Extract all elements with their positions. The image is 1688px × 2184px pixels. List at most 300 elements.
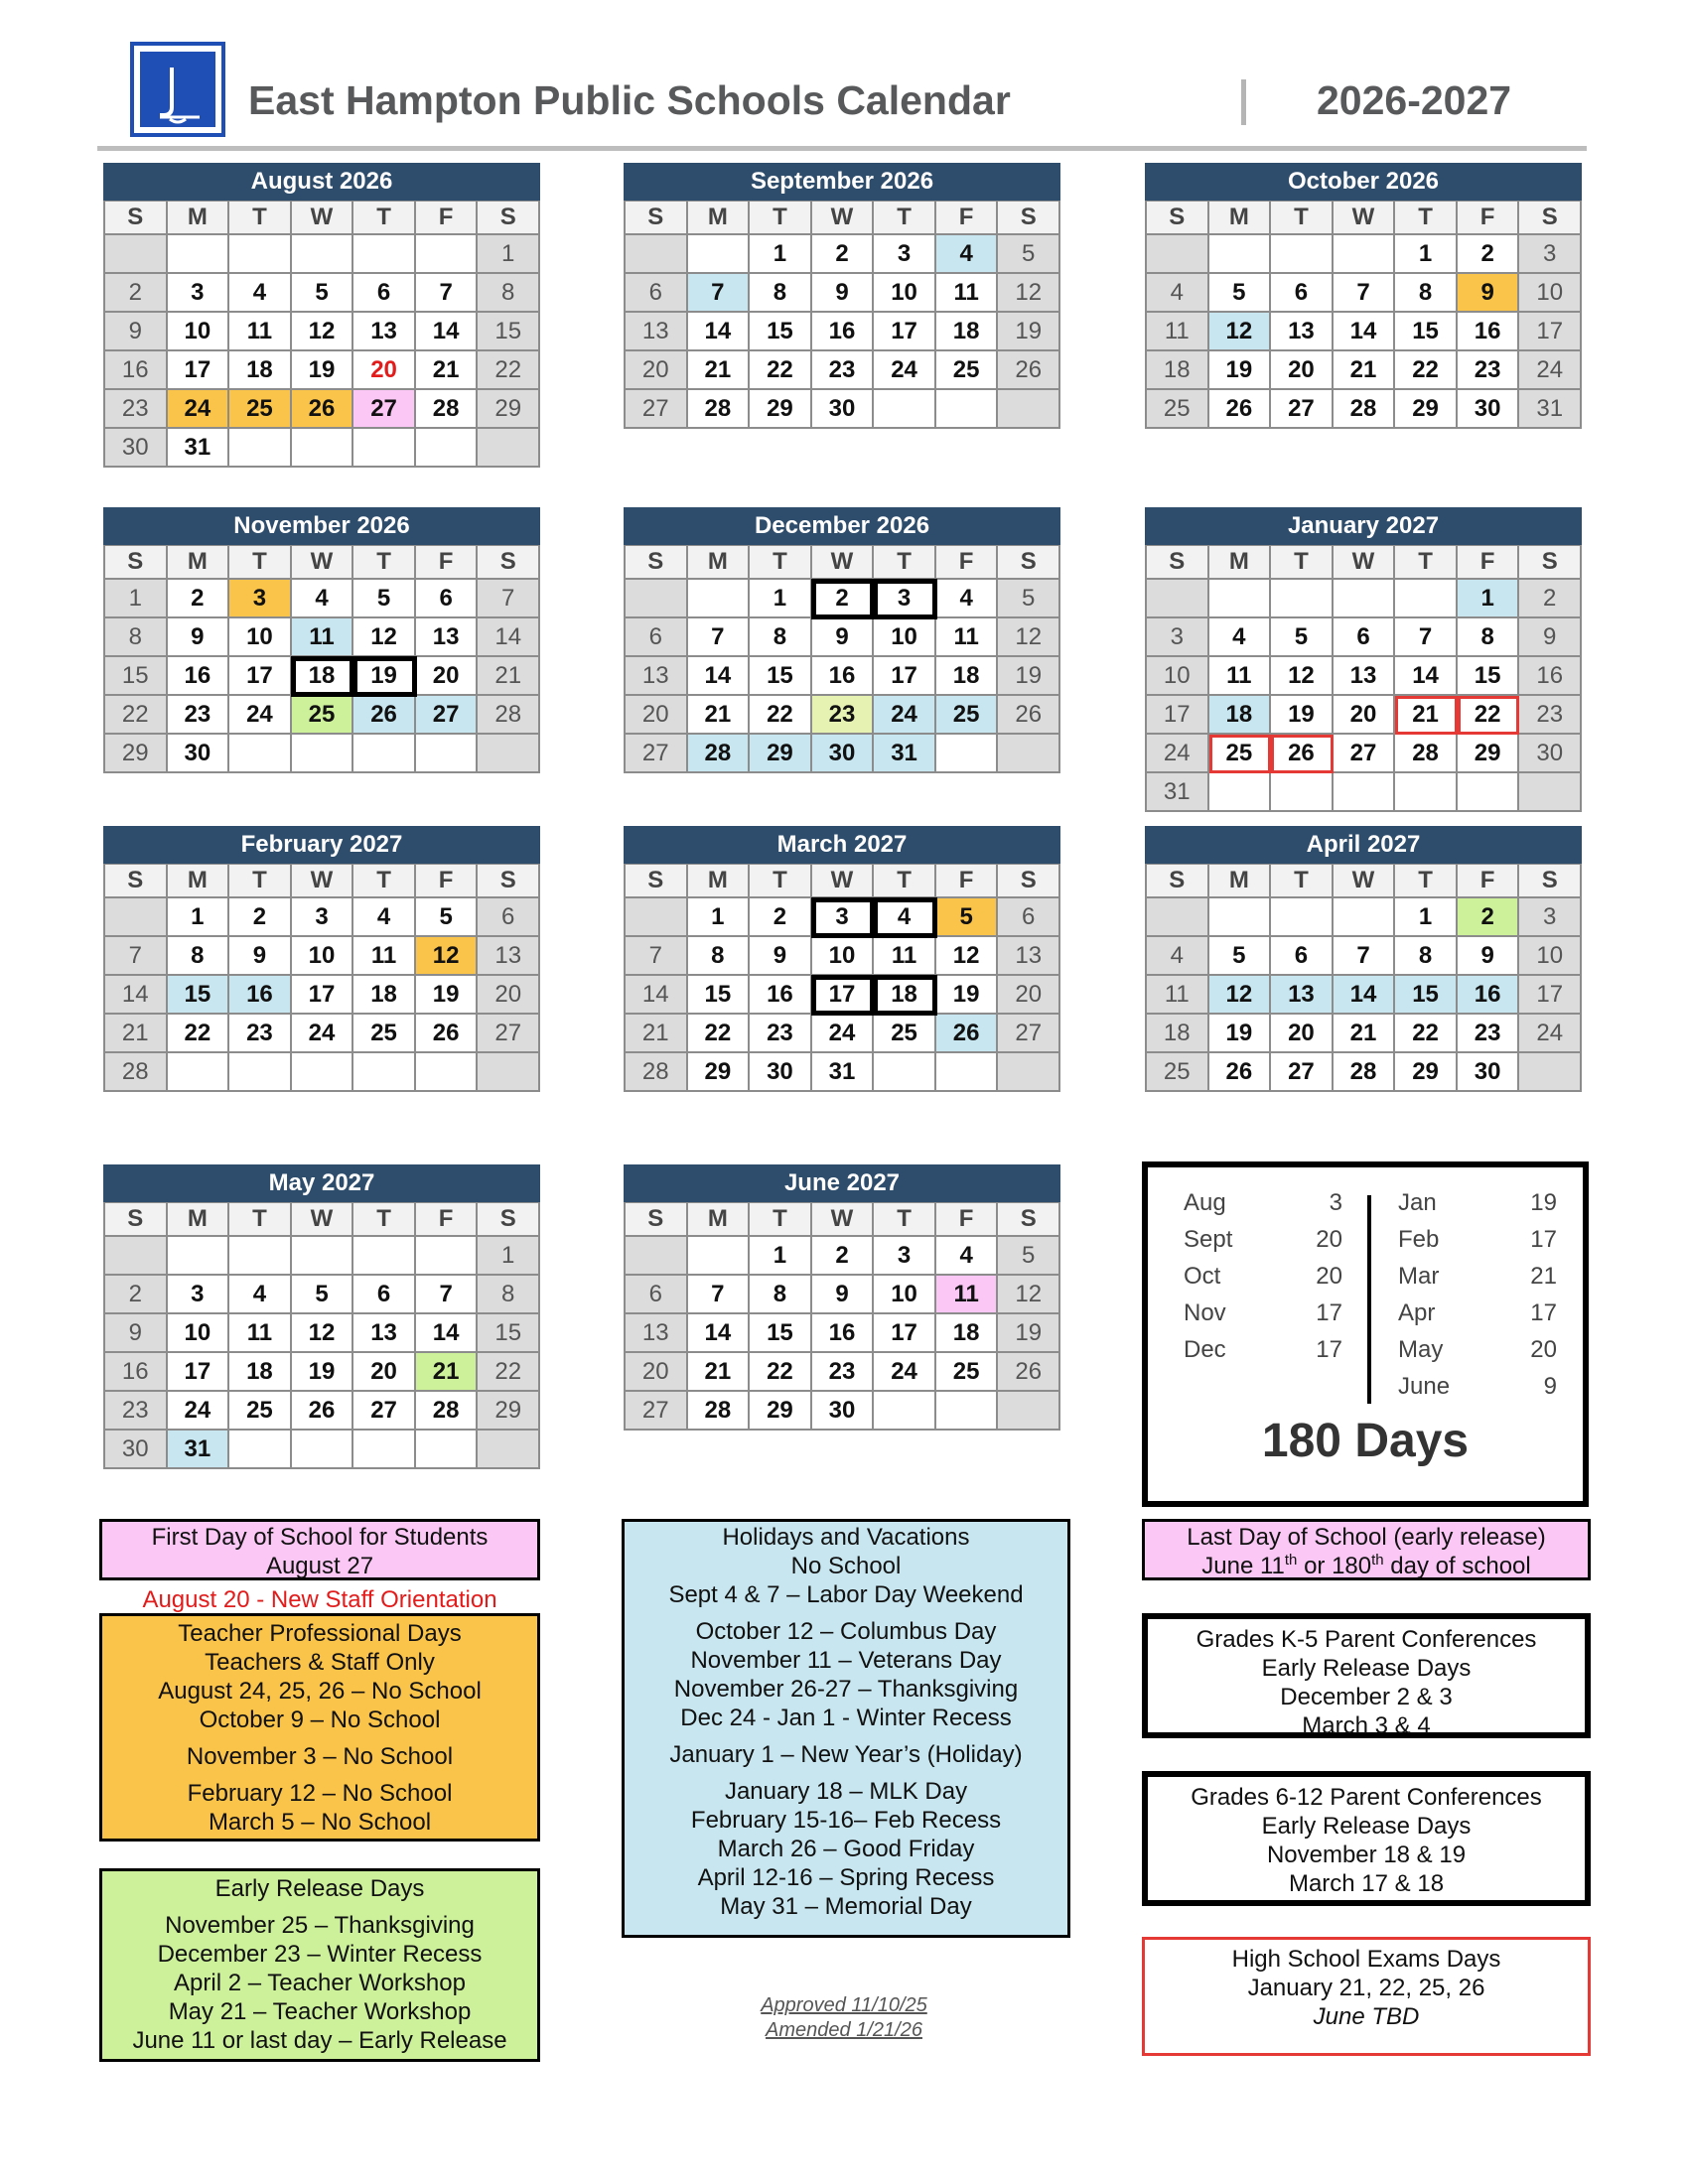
calendar-empty-cell	[626, 235, 688, 274]
weekday-header: S	[626, 1203, 688, 1237]
weekday-header: M	[168, 865, 230, 898]
calendar-day: 25	[936, 1353, 999, 1392]
calendar-day: 30	[168, 735, 230, 773]
calendar-day: 10	[812, 937, 875, 976]
calendar-day: 14	[478, 618, 540, 657]
weekday-header: S	[1519, 546, 1582, 580]
calendar-day: 5	[353, 580, 416, 618]
calendar-day: 17	[812, 976, 875, 1015]
calendar-day: 4	[353, 898, 416, 937]
month-title: February 2027	[103, 826, 540, 864]
calendar-day: 5	[936, 898, 999, 937]
calendar-day: 18	[936, 1314, 999, 1353]
calendar-day: 17	[874, 657, 936, 696]
calendar-day: 16	[105, 351, 168, 390]
day-count-row	[1184, 1226, 1342, 1263]
calendar-empty-cell	[416, 1237, 479, 1276]
calendar-day: 1	[1395, 898, 1458, 937]
calendar-day: 29	[105, 735, 168, 773]
weekday-header: T	[353, 865, 416, 898]
month-4	[624, 507, 1060, 773]
weekday-header: S	[1147, 865, 1209, 898]
weekday-header: F	[416, 1203, 479, 1237]
day-count-value: 17	[1316, 1299, 1342, 1326]
calendar-day: 12	[1209, 313, 1272, 351]
calendar-day: 20	[478, 976, 540, 1015]
day-count-value: 3	[1329, 1189, 1342, 1216]
calendar-day: 29	[478, 1392, 540, 1431]
calendar-day: 11	[936, 1276, 999, 1314]
weekday-header: T	[229, 202, 292, 235]
weekday-header: T	[353, 1203, 416, 1237]
calendar-day: 21	[416, 351, 479, 390]
calendar-day: 15	[105, 657, 168, 696]
calendar-day: 9	[812, 618, 875, 657]
calendar-day: 22	[478, 1353, 540, 1392]
calendar-day: 16	[1458, 313, 1520, 351]
calendar-day: 4	[874, 898, 936, 937]
calendar-day: 18	[1209, 696, 1272, 735]
calendar-day: 4	[1209, 618, 1272, 657]
weekday-header: M	[1209, 865, 1272, 898]
calendar-day: 30	[812, 735, 875, 773]
calendar-day: 15	[688, 976, 751, 1015]
day-count-row	[1184, 1189, 1342, 1226]
calendar-empty-cell	[1209, 898, 1272, 937]
weekday-header: T	[353, 202, 416, 235]
calendar-day: 11	[936, 618, 999, 657]
month-grid	[624, 1202, 1060, 1431]
calendar-day: 10	[292, 937, 354, 976]
calendar-day: 26	[292, 390, 354, 429]
calendar-day: 4	[229, 1276, 292, 1314]
day-count-month: Nov	[1184, 1299, 1226, 1326]
weekday-header: T	[229, 1203, 292, 1237]
counts-divider	[1367, 1195, 1371, 1404]
calendar-day: 1	[105, 580, 168, 618]
calendar-empty-cell	[105, 235, 168, 274]
legend-line: High School Exams Days	[1231, 1946, 1501, 1973]
legend-last-day	[1142, 1519, 1591, 1580]
calendar-day: 1	[168, 898, 230, 937]
day-count-row	[1398, 1373, 1557, 1410]
day-count-month: Aug	[1184, 1189, 1226, 1216]
calendar-day: 2	[229, 898, 292, 937]
weekday-header: M	[688, 1203, 751, 1237]
calendar-day: 20	[626, 1353, 688, 1392]
weekday-header: F	[416, 546, 479, 580]
day-counts-fall	[1184, 1189, 1342, 1373]
month-6	[103, 826, 540, 1092]
calendar-day: 1	[1395, 235, 1458, 274]
calendar-day: 24	[874, 351, 936, 390]
month-grid	[103, 201, 540, 468]
calendar-day: 4	[229, 274, 292, 313]
page-title: East Hampton Public Schools Calendar	[248, 77, 1011, 123]
month-1	[624, 163, 1060, 429]
calendar-day: 13	[998, 937, 1060, 976]
calendar-day: 26	[1209, 390, 1272, 429]
calendar-empty-cell	[874, 1392, 936, 1431]
calendar-day: 19	[1209, 351, 1272, 390]
calendar-day: 18	[229, 1353, 292, 1392]
calendar-day: 23	[229, 1015, 292, 1053]
calendar-day: 22	[478, 351, 540, 390]
page-header	[97, 40, 1587, 154]
calendar-day: 8	[168, 937, 230, 976]
month-9	[103, 1164, 540, 1469]
calendar-day: 23	[105, 390, 168, 429]
weekday-header: T	[1395, 546, 1458, 580]
weekday-header: W	[812, 865, 875, 898]
calendar-day: 28	[478, 696, 540, 735]
calendar-empty-cell	[688, 235, 751, 274]
calendar-day: 16	[168, 657, 230, 696]
calendar-day: 6	[1271, 274, 1334, 313]
weekday-header: T	[874, 202, 936, 235]
calendar-day: 22	[105, 696, 168, 735]
calendar-empty-cell	[416, 235, 479, 274]
calendar-day: 4	[1147, 937, 1209, 976]
calendar-day: 28	[688, 1392, 751, 1431]
calendar-day: 28	[1334, 1053, 1396, 1092]
weekday-header: M	[168, 1203, 230, 1237]
legend-last-day-line2: June 11th or 180th day of school	[1201, 1552, 1531, 1579]
weekday-header: F	[936, 1203, 999, 1237]
calendar-day: 7	[688, 274, 751, 313]
calendar-day: 25	[936, 351, 999, 390]
calendar-day: 18	[229, 351, 292, 390]
weekday-header: W	[292, 865, 354, 898]
day-count-month: Apr	[1398, 1299, 1436, 1326]
calendar-empty-cell	[292, 429, 354, 468]
calendar-day: 24	[1519, 351, 1582, 390]
calendar-day: 25	[1209, 735, 1272, 773]
calendar-day: 10	[1519, 937, 1582, 976]
calendar-day: 20	[353, 351, 416, 390]
legend-line: Teachers & Staff Only	[205, 1649, 435, 1676]
day-count-row	[1184, 1336, 1342, 1373]
weekday-header: S	[478, 1203, 540, 1237]
calendar-empty-cell	[688, 580, 751, 618]
month-grid	[103, 1202, 540, 1469]
legend-early-release	[99, 1868, 540, 2062]
weekday-header: T	[1395, 865, 1458, 898]
calendar-day: 22	[750, 696, 812, 735]
legend-line: November 3 – No School	[186, 1743, 454, 1770]
legend-line: August 27	[265, 1553, 374, 1579]
calendar-empty-cell	[626, 580, 688, 618]
month-8	[1145, 826, 1582, 1092]
calendar-day: 27	[626, 390, 688, 429]
calendar-day: 9	[812, 1276, 875, 1314]
weekday-header: W	[812, 202, 875, 235]
calendar-day: 3	[168, 1276, 230, 1314]
calendar-day: 27	[1271, 390, 1334, 429]
calendar-day: 24	[1147, 735, 1209, 773]
calendar-day: 4	[292, 580, 354, 618]
day-count-value: 20	[1530, 1336, 1557, 1363]
weekday-header: S	[105, 546, 168, 580]
calendar-empty-cell	[998, 390, 1060, 429]
calendar-day: 20	[353, 1353, 416, 1392]
calendar-day: 9	[1458, 274, 1520, 313]
calendar-day: 30	[105, 1431, 168, 1469]
legend-line: October 12 – Columbus Day	[695, 1618, 997, 1645]
calendar-day: 3	[874, 1237, 936, 1276]
calendar-day: 21	[688, 696, 751, 735]
calendar-day: 20	[626, 351, 688, 390]
calendar-day: 13	[416, 618, 479, 657]
calendar-day: 14	[688, 1314, 751, 1353]
calendar-day: 19	[936, 976, 999, 1015]
weekday-header: S	[478, 202, 540, 235]
calendar-empty-cell	[1334, 898, 1396, 937]
calendar-day: 27	[1334, 735, 1396, 773]
calendar-day: 30	[105, 429, 168, 468]
calendar-day: 1	[478, 1237, 540, 1276]
calendar-day: 24	[1519, 1015, 1582, 1053]
calendar-day: 19	[998, 313, 1060, 351]
calendar-day: 26	[1271, 735, 1334, 773]
calendar-empty-cell	[874, 390, 936, 429]
calendar-day: 17	[874, 1314, 936, 1353]
day-count-value: 17	[1530, 1299, 1557, 1326]
day-count-row	[1398, 1263, 1557, 1299]
calendar-day: 11	[1209, 657, 1272, 696]
calendar-empty-cell	[105, 1237, 168, 1276]
calendar-day: 18	[353, 976, 416, 1015]
calendar-day: 21	[478, 657, 540, 696]
calendar-day: 11	[292, 618, 354, 657]
legend-spacer	[102, 1734, 537, 1742]
day-count-row	[1184, 1263, 1342, 1299]
calendar-day: 21	[1334, 351, 1396, 390]
calendar-empty-cell	[874, 1053, 936, 1092]
month-title: September 2026	[624, 163, 1060, 201]
calendar-day: 1	[478, 235, 540, 274]
calendar-day: 19	[292, 351, 354, 390]
calendar-empty-cell	[353, 735, 416, 773]
day-count-value: 20	[1316, 1263, 1342, 1290]
weekday-header: M	[688, 546, 751, 580]
calendar-day: 8	[478, 274, 540, 313]
calendar-day: 24	[874, 696, 936, 735]
calendar-day: 17	[292, 976, 354, 1015]
calendar-day: 22	[1395, 1015, 1458, 1053]
calendar-day: 16	[812, 657, 875, 696]
calendar-empty-cell	[1271, 773, 1334, 812]
month-grid	[1145, 201, 1582, 429]
calendar-day: 10	[874, 618, 936, 657]
calendar-day: 25	[229, 1392, 292, 1431]
weekday-header: S	[478, 546, 540, 580]
calendar-day: 18	[1147, 1015, 1209, 1053]
calendar-day: 21	[688, 1353, 751, 1392]
calendar-day: 31	[812, 1053, 875, 1092]
calendar-empty-cell	[416, 1431, 479, 1469]
legend-line: October 9 – No School	[199, 1706, 441, 1733]
weekday-header: S	[1147, 546, 1209, 580]
weekday-header: S	[626, 202, 688, 235]
calendar-empty-cell	[998, 1392, 1060, 1431]
calendar-day: 6	[626, 274, 688, 313]
legend-k5-conferences	[1142, 1613, 1591, 1738]
calendar-day: 29	[750, 390, 812, 429]
calendar-day: 8	[478, 1276, 540, 1314]
calendar-day: 26	[998, 696, 1060, 735]
calendar-day: 27	[626, 1392, 688, 1431]
day-count-month: Oct	[1184, 1263, 1221, 1290]
weekday-header: T	[874, 865, 936, 898]
calendar-empty-cell	[936, 390, 999, 429]
calendar-empty-cell	[1209, 580, 1272, 618]
calendar-day: 15	[1395, 976, 1458, 1015]
calendar-day: 6	[626, 1276, 688, 1314]
calendar-day: 8	[750, 1276, 812, 1314]
weekday-header: S	[105, 1203, 168, 1237]
legend-line: November 25 – Thanksgiving	[165, 1912, 475, 1939]
calendar-day: 17	[1519, 976, 1582, 1015]
weekday-header: T	[874, 1203, 936, 1237]
calendar-day: 25	[874, 1015, 936, 1053]
weekday-header: M	[1209, 546, 1272, 580]
weekday-header: W	[1334, 546, 1396, 580]
calendar-day: 9	[1519, 618, 1582, 657]
calendar-empty-cell	[1458, 773, 1520, 812]
calendar-day: 20	[998, 976, 1060, 1015]
calendar-day: 14	[105, 976, 168, 1015]
calendar-day: 6	[416, 580, 479, 618]
month-grid	[624, 201, 1060, 429]
month-title: April 2027	[1145, 826, 1582, 864]
calendar-empty-cell	[168, 1237, 230, 1276]
weekday-header: T	[353, 546, 416, 580]
calendar-day: 6	[626, 618, 688, 657]
day-count-value: 17	[1316, 1336, 1342, 1363]
calendar-day: 31	[1519, 390, 1582, 429]
legend-exam-days	[1142, 1937, 1591, 2056]
calendar-day: 8	[750, 618, 812, 657]
calendar-day: 15	[1395, 313, 1458, 351]
month-5	[1145, 507, 1582, 812]
calendar-day: 12	[936, 937, 999, 976]
weekday-header: W	[812, 1203, 875, 1237]
weekday-header: W	[292, 546, 354, 580]
calendar-day: 29	[1395, 1053, 1458, 1092]
month-7	[624, 826, 1060, 1092]
calendar-empty-cell	[1519, 773, 1582, 812]
calendar-day: 21	[688, 351, 751, 390]
calendar-day: 7	[1395, 618, 1458, 657]
calendar-empty-cell	[353, 429, 416, 468]
calendar-day: 24	[292, 1015, 354, 1053]
month-10	[624, 1164, 1060, 1431]
calendar-day: 17	[874, 313, 936, 351]
weekday-header: F	[936, 865, 999, 898]
district-logo	[130, 42, 225, 137]
calendar-day: 12	[1271, 657, 1334, 696]
calendar-empty-cell	[1209, 773, 1272, 812]
calendar-day: 17	[168, 1353, 230, 1392]
calendar-day: 4	[936, 235, 999, 274]
calendar-day: 19	[1271, 696, 1334, 735]
calendar-day: 4	[936, 1237, 999, 1276]
calendar-day: 9	[105, 313, 168, 351]
calendar-empty-cell	[229, 1237, 292, 1276]
calendar-day: 4	[936, 580, 999, 618]
weekday-header: F	[416, 202, 479, 235]
calendar-day: 22	[1395, 351, 1458, 390]
calendar-empty-cell	[168, 1053, 230, 1092]
calendar-day: 22	[750, 351, 812, 390]
legend-line: Teacher Professional Days	[178, 1620, 462, 1647]
calendar-day: 5	[998, 235, 1060, 274]
calendar-day: 24	[812, 1015, 875, 1053]
calendar-day: 10	[168, 313, 230, 351]
calendar-day: 5	[416, 898, 479, 937]
calendar-day: 10	[168, 1314, 230, 1353]
calendar-day: 12	[998, 1276, 1060, 1314]
calendar-day: 12	[292, 1314, 354, 1353]
calendar-day: 30	[812, 1392, 875, 1431]
calendar-day: 12	[292, 313, 354, 351]
calendar-day: 26	[353, 696, 416, 735]
calendar-empty-cell	[105, 898, 168, 937]
calendar-day: 7	[1334, 937, 1396, 976]
weekday-header: T	[750, 865, 812, 898]
calendar-day: 12	[998, 274, 1060, 313]
day-count-month: Sept	[1184, 1226, 1233, 1253]
calendar-day: 31	[168, 1431, 230, 1469]
calendar-day: 31	[874, 735, 936, 773]
month-title: January 2027	[1145, 507, 1582, 545]
calendar-day: 11	[353, 937, 416, 976]
calendar-empty-cell	[478, 429, 540, 468]
total-days: 180 Days	[1261, 1415, 1470, 1467]
day-count-value: 20	[1316, 1226, 1342, 1253]
day-count-month: Mar	[1398, 1263, 1440, 1290]
legend-6-12-conferences	[1142, 1771, 1591, 1906]
calendar-day: 7	[416, 274, 479, 313]
legend-line: December 2 & 3	[1280, 1684, 1453, 1710]
calendar-day: 5	[1209, 937, 1272, 976]
day-count-month: Jan	[1398, 1189, 1437, 1216]
calendar-day: 1	[750, 235, 812, 274]
calendar-day: 11	[229, 1314, 292, 1353]
calendar-day: 26	[292, 1392, 354, 1431]
calendar-day: 15	[168, 976, 230, 1015]
calendar-empty-cell	[1147, 235, 1209, 274]
calendar-day: 22	[1458, 696, 1520, 735]
month-grid	[1145, 545, 1582, 812]
weekday-header: W	[292, 202, 354, 235]
calendar-day: 1	[688, 898, 751, 937]
calendar-day: 26	[1209, 1053, 1272, 1092]
weekday-header: T	[1271, 202, 1334, 235]
calendar-day: 28	[105, 1053, 168, 1092]
calendar-day: 3	[874, 580, 936, 618]
legend-line: June 11 or last day – Early Release	[132, 2027, 507, 2054]
calendar-day: 14	[1334, 313, 1396, 351]
month-grid	[624, 864, 1060, 1092]
calendar-day: 20	[416, 657, 479, 696]
calendar-day: 5	[292, 1276, 354, 1314]
calendar-day: 12	[1209, 976, 1272, 1015]
calendar-day: 21	[105, 1015, 168, 1053]
weekday-header: S	[998, 865, 1060, 898]
calendar-day: 16	[812, 1314, 875, 1353]
